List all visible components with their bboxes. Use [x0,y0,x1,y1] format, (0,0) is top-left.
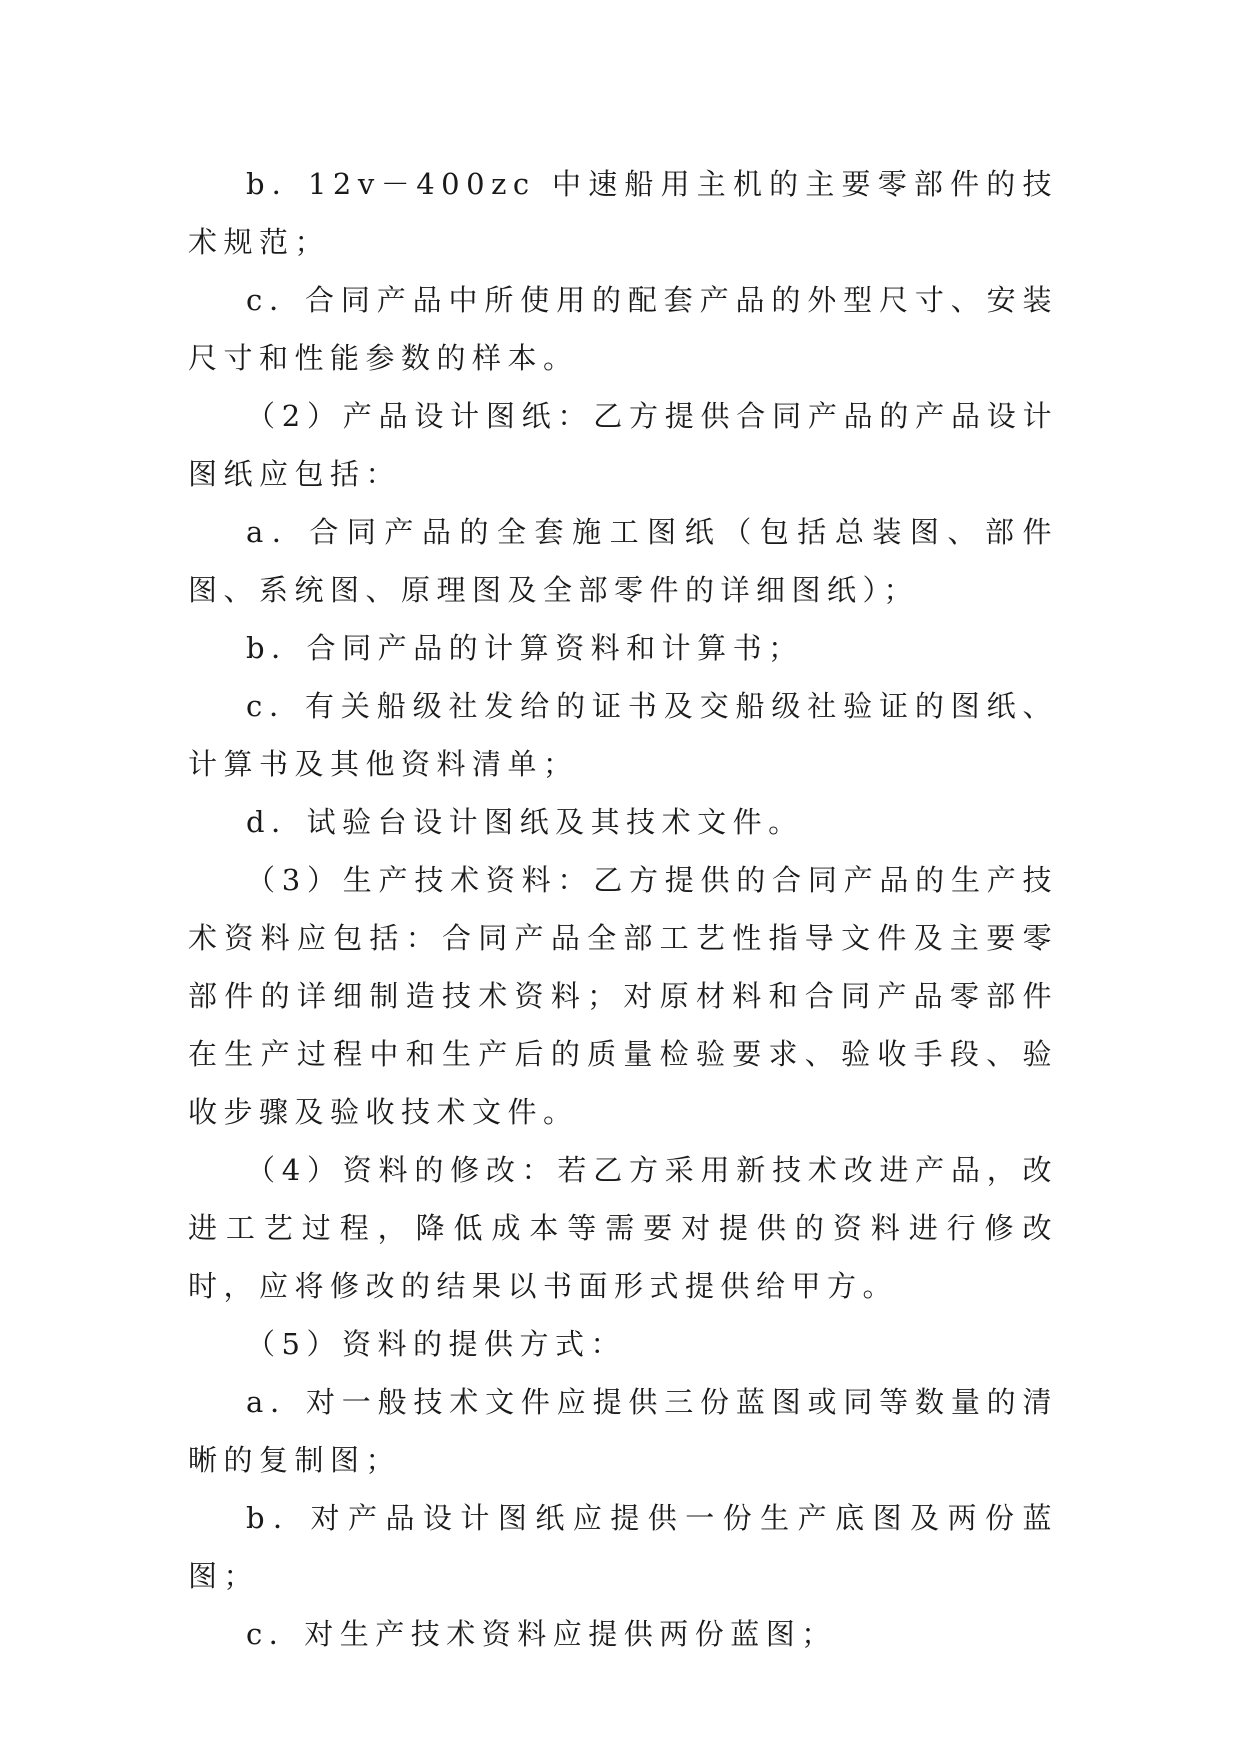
paragraph-4-data-modification: （4）资料的修改：若乙方采用新技术改进产品，改进工艺过程，降低成本等需要对提供的资料进行修改时，应将修改的结果以书面形式提供给甲方。 [188,1153,1058,1303]
paragraph-c-supporting-product-samples: c．合同产品中所使用的配套产品的外型尺寸、安装尺寸和性能参数的样本。 [188,283,1058,375]
paragraph-3-production-technical-data: （3）生产技术资料：乙方提供的合同产品的生产技术资料应包括：合同产品全部工艺性指导文件及主要零部件的详细制造技术资料；对原材料和合同产品零部件在生产过程中和生产后的质量检验要求、验收手段、验收步骤及验收技术文件。 [188,863,1058,1129]
paragraph-b-design-drawings-delivery: b．对产品设计图纸应提供一份生产底图及两份蓝图； [188,1501,1058,1593]
paragraph-c-classification-certificates: c．有关船级社发给的证书及交船级社验证的图纸、计算书及其他资料清单； [188,689,1058,781]
paragraph-d-test-bench-drawings: d．试验台设计图纸及其技术文件。 [246,805,804,839]
paragraph-2-product-design-drawings: （2）产品设计图纸：乙方提供合同产品的产品设计图纸应包括： [188,399,1058,491]
paragraph-c-production-data-delivery: c．对生产技术资料应提供两份蓝图； [246,1617,837,1651]
paragraph-a-general-documents-delivery: a．对一般技术文件应提供三份蓝图或同等数量的清晰的复制图； [188,1385,1058,1477]
paragraph-5-data-delivery-method: （5）资料的提供方式： [246,1327,626,1361]
paragraph-b-main-engine-specs: b．12v－400zc 中速船用主机的主要零部件的技术规范； [188,167,1058,259]
paragraph-a-construction-drawings: a．合同产品的全套施工图纸（包括总装图、部件图、系统图、原理图及全部零件的详细图纸）； [188,515,1058,607]
paragraph-b-calculation-data: b．合同产品的计算资料和计算书； [246,631,804,665]
document-body [188,155,1058,1663]
